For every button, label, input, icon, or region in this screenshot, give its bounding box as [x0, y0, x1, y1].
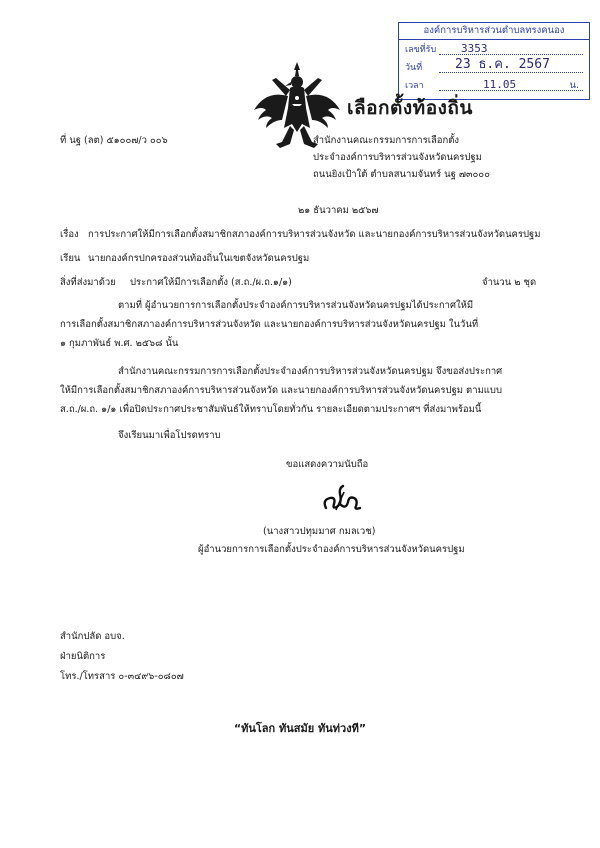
to-label: เรียน: [60, 253, 81, 264]
stamp-row-date: [405, 59, 583, 77]
footer-division: ฝ่ายนิติการ: [60, 651, 106, 662]
stamp-time-suffix: น.: [569, 80, 579, 91]
stamp-row-time: [405, 77, 583, 95]
enclosure-text: ประกาศให้มีการเลือกตั้ง (ส.ถ./ผ.ถ.๑/๑): [130, 277, 292, 288]
body-para2-line1: สำนักงานคณะกรรมการการเลือกตั้งประจำองค์การบริหารส่วนจังหวัดนครปฐม จึงขอส่งประกาศ: [118, 366, 503, 377]
footer-phone: โทร./โทรสาร ๐-๓๔๙๖-๐๘๐๗: [60, 671, 184, 682]
document-date: ๒๑ ธันวาคม ๒๕๖๗: [298, 205, 379, 216]
slogan: “ทันโลก ทันสมัย ทันท่วงที”: [233, 722, 367, 735]
stamp-date-label: วันที่: [405, 63, 423, 73]
stamp-time-label: เวลา: [405, 81, 424, 91]
stamp-receive-no-label: เลขที่รับ: [405, 45, 437, 55]
election-logo-text: เลือกตั้งท้องถิ่น: [347, 97, 473, 119]
stamp-org: องค์การบริหารส่วนตำบลทรงคนอง: [399, 23, 589, 40]
to-text: นายกองค์กรปกครองส่วนท้องถิ่นในเขตจังหวัดนครปฐม: [88, 253, 310, 264]
handwritten-signature: [318, 480, 364, 516]
enclosure-qty: จำนวน ๒ ชุด: [482, 277, 537, 288]
enclosure-label: สิ่งที่ส่งมาด้วย: [60, 277, 116, 288]
receipt-stamp: [398, 22, 590, 100]
body-para3: จึงเรียนมาเพื่อโปรดทราบ: [118, 430, 221, 441]
closing: ขอแสดงความนับถือ: [286, 459, 369, 470]
body-para2-line3: ส.ถ./ผ.ถ. ๑/๑ เพื่อปิดประกาศประชาสัมพันธ์ให้ทราบโดยทั่วกัน รายละเอียดตามประกาศฯ ที่ส่งมาพร้อมนี้: [60, 404, 482, 415]
signer-name: (นางสาวปทุมมาศ กมลเวช): [263, 526, 376, 537]
sender-line-3: ถนนยิงเป้าใต้ ตำบลสนามจันทร์ นฐ ๗๓๐๐๐: [313, 169, 490, 180]
stamp-time: 11.05: [483, 78, 517, 91]
subject-label: เรื่อง: [60, 229, 79, 240]
subject-text: การประกาศให้มีการเลือกตั้งสมาชิกสภาองค์การบริหารส่วนจังหวัด และนายกองค์การบริหารส่วนจังหวัดนครปฐม: [88, 229, 541, 240]
body-para1-line1: ตามที่ ผู้อำนวยการการเลือกตั้งประจำองค์การบริหารส่วนจังหวัดนครปฐมได้ประกาศให้มี: [118, 300, 474, 311]
body-para2-line2: ให้มีการเลือกตั้งสมาชิกสภาองค์การบริหารส่วนจังหวัด และนายกองค์การบริหารส่วนจังหวัดนครปฐม ตามแบบ: [60, 385, 502, 396]
reference-number: ที่ นฐ (ลต) ๕๑๐๐๗/ว ๐๐๖: [60, 135, 168, 146]
sender-line-2: ประจำองค์การบริหารส่วนจังหวัดนครปฐม: [313, 152, 482, 163]
footer-office: สำนักปลัด อบจ.: [60, 631, 125, 642]
signer-title: ผู้อำนวยการการเลือกตั้งประจำองค์การบริหารส่วนจังหวัดนครปฐม: [198, 544, 465, 555]
body-para1-line3: ๑ กุมภาพันธ์ พ.ศ. ๒๕๖๘ นั้น: [60, 338, 179, 349]
sender-line-1: สำนักงานคณะกรรมการการเลือกตั้ง: [313, 135, 460, 146]
body-para1-line2: การเลือกตั้งสมาชิกสภาองค์การบริหารส่วนจังหวัด และนายกองค์การบริหารส่วนจังหวัดนครปฐม ในวันที่: [60, 319, 479, 330]
stamp-receive-no: 3353: [461, 42, 488, 55]
stamp-date: 23 ธ.ค. 2567: [455, 57, 550, 72]
